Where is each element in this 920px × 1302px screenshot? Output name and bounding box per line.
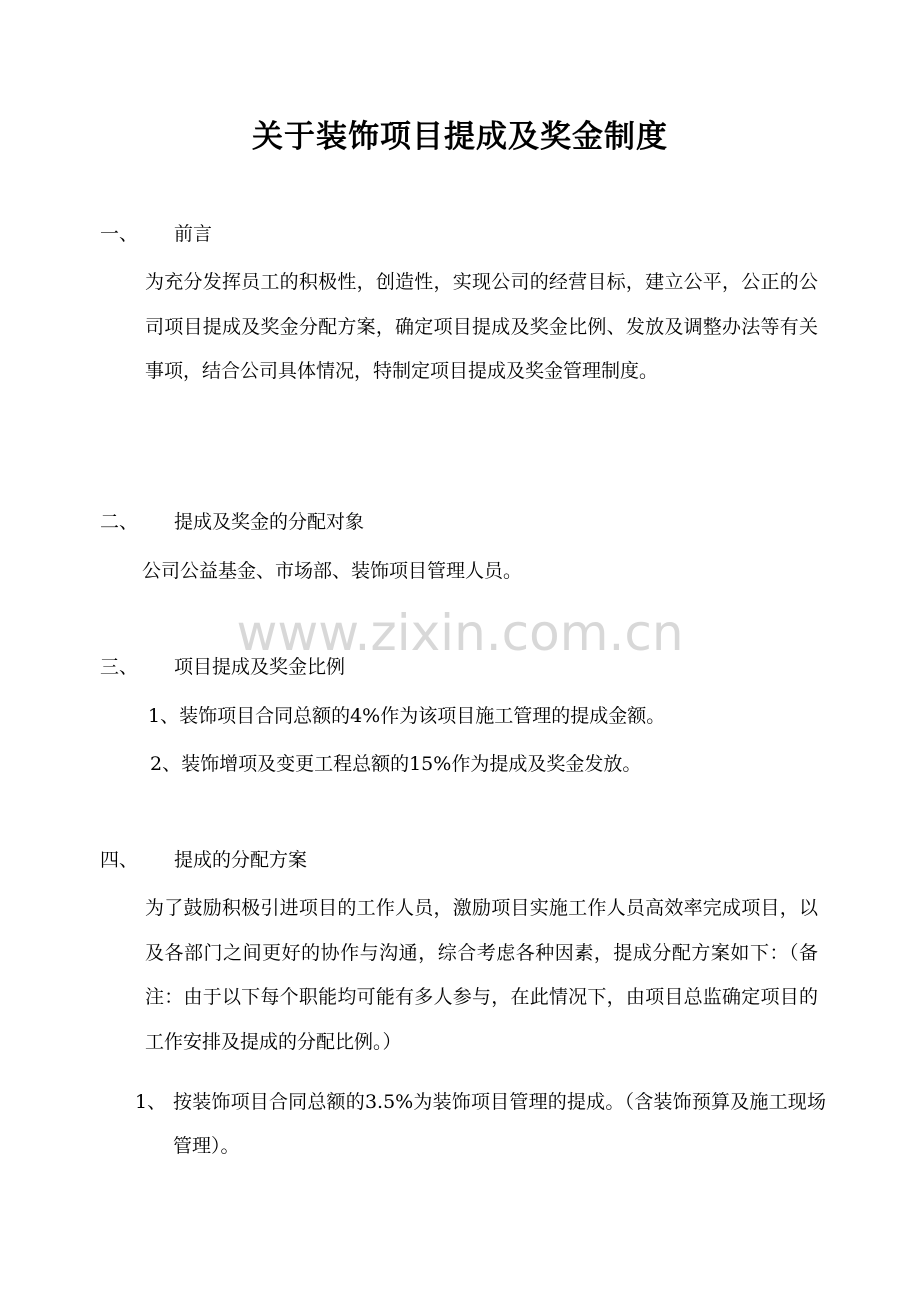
section-3-item-2: 2、装饰增项及变更工程总额的15%作为提成及奖金发放。: [150, 753, 642, 775]
section-title: 提成的分配方案: [174, 849, 308, 871]
section-title: 前言: [174, 223, 213, 245]
section-3-item-1: 1、装饰项目合同总额的4%作为该项目施工管理的提成金额。: [148, 705, 666, 727]
section-number: 二、: [100, 511, 139, 533]
section-number: 三、: [100, 656, 139, 678]
item-text: 按装饰项目合同总额的3.5%为装饰项目管理的提成。（含装饰预算及施工现场管理）。: [173, 1091, 826, 1157]
item-number: 1、: [135, 1091, 167, 1113]
watermark: www.zixin.com.cn: [236, 604, 684, 662]
section-number: 四、: [100, 849, 139, 871]
section-4-paragraph: 为了鼓励积极引进项目的工作人员，激励项目实施工作人员高效率完成项目，以及各部门之间更好的协作与沟通，综合考虑各种因素，提成分配方案如下：（备注：由于以下每个职能均可能有多人参与，在此情况下，由项目总监确定项目的工作安排及提成的分配比例。）: [145, 897, 818, 1053]
section-title: 提成及奖金的分配对象: [174, 511, 365, 533]
section-title: 项目提成及奖金比例: [174, 656, 346, 678]
document-title: 关于装饰项目提成及奖金制度: [252, 119, 668, 155]
section-number: 一、: [100, 223, 139, 245]
section-1-paragraph: 为充分发挥员工的积极性，创造性，实现公司的经营目标，建立公平，公正的公司项目提成及奖金分配方案，确定项目提成及奖金比例、发放及调整办法等有关事项，结合公司具体情况，特制定项目提成及奖金管理制度。: [145, 271, 818, 383]
section-2-paragraph: 公司公益基金、市场部、装饰项目管理人员。: [142, 560, 523, 582]
